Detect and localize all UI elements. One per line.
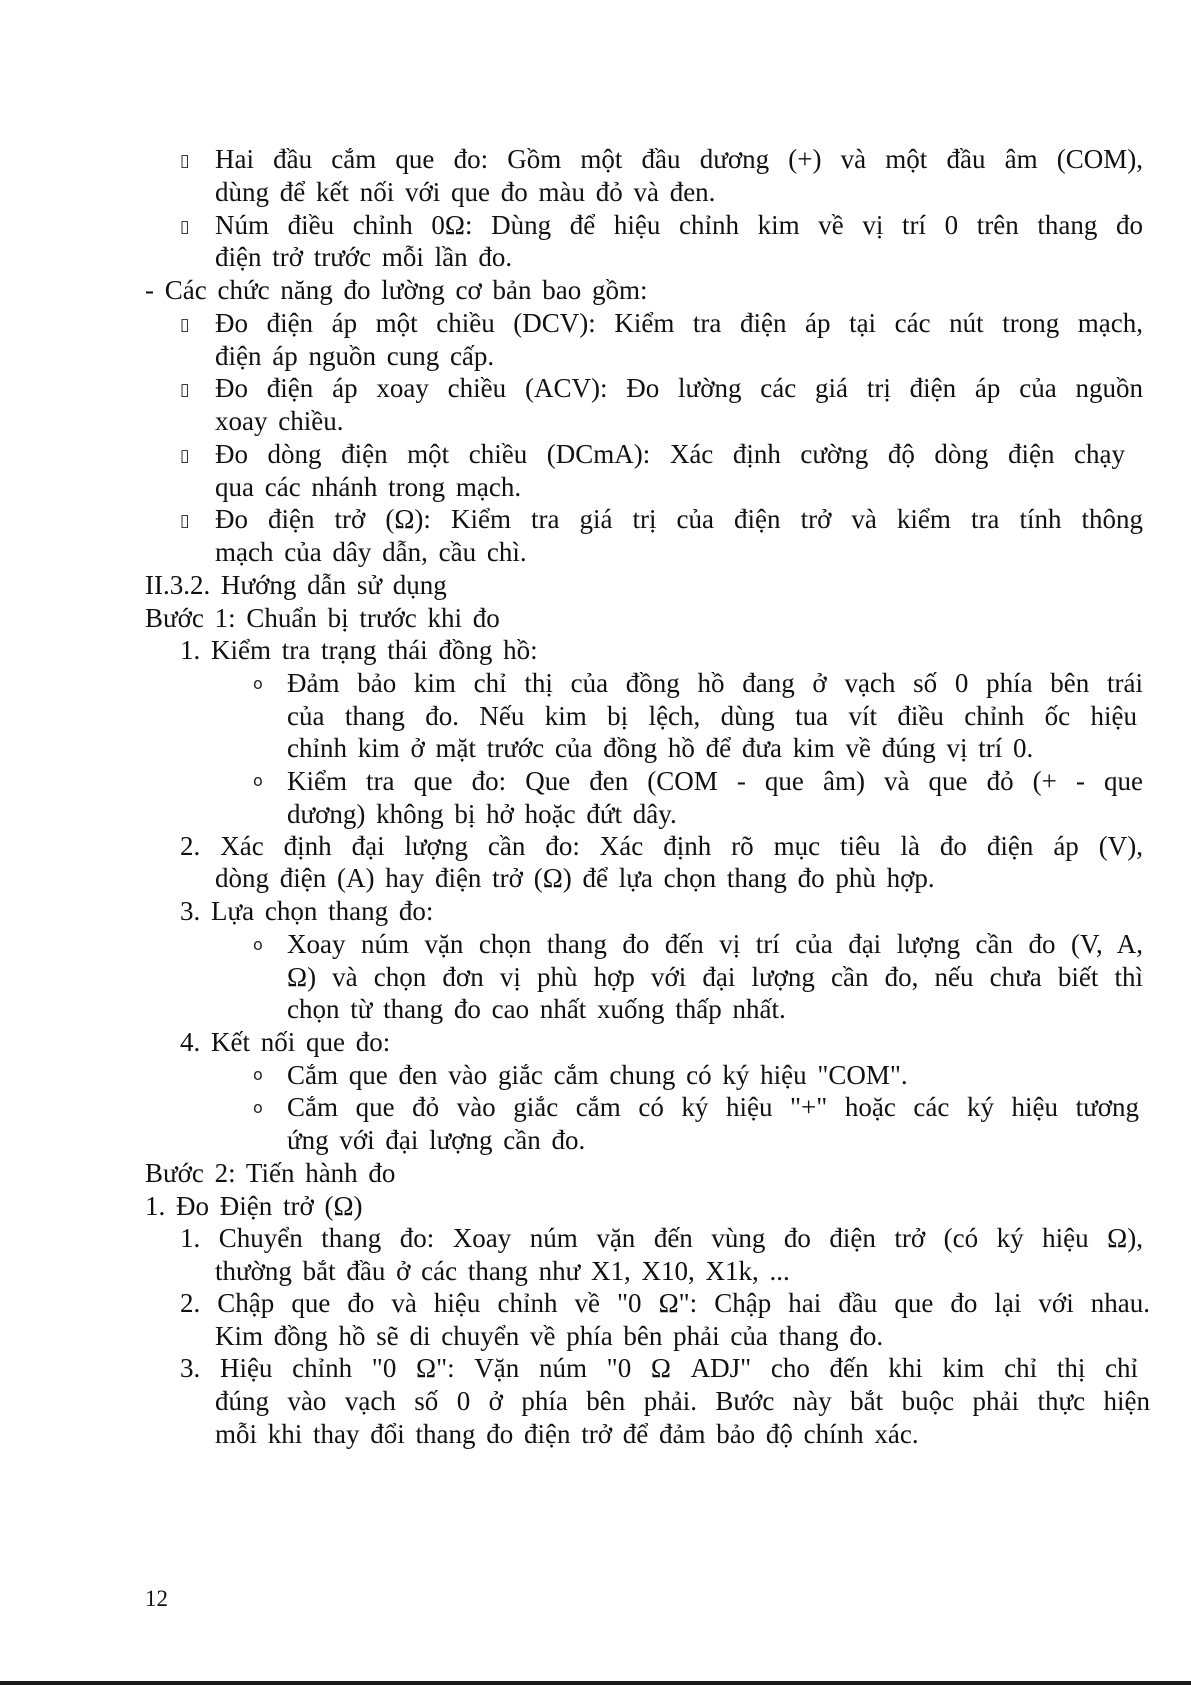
dcv-line-1: Đo điện áp một chiều (DCV): Kiểm tra điện áp tại các nút trong mạch, (215, 308, 1143, 338)
step1-item4-b-line-2: ứng với đại lượng cần đo. (287, 1125, 586, 1155)
square-bullet-icon: ▯ (180, 446, 190, 466)
square-bullet-icon: ▯ (180, 151, 190, 171)
dcv-line-2: điện áp nguồn cung cấp. (215, 341, 495, 371)
step1-item1-a-line-2: của thang đo. Nếu kim bị lệch, dùng tua vít điều chỉnh ốc hiệu (287, 701, 1137, 731)
zero-knob-line-1: Núm điều chỉnh 0Ω: Dùng để hiệu chỉnh kim về vị trí 0 trên thang đo (215, 210, 1143, 240)
square-bullet-icon: ▯ (180, 315, 190, 335)
step2-item3-line-3: mỗi khi thay đổi thang đo điện trở để đảm bảo độ chính xác. (215, 1419, 919, 1449)
circle-bullet-icon: o (253, 1065, 263, 1084)
step2-item3-line-2: đúng vào vạch số 0 ở phía bên phải. Bước này bắt buộc phải thực hiện (215, 1386, 1150, 1416)
step2-item1-line-1: 1. Chuyển thang đo: Xoay núm vặn đến vùng đo điện trở (có ký hiệu Ω), (180, 1223, 1143, 1253)
step1-item1-b-line-1: Kiểm tra que đo: Que đen (COM - que âm) và que đỏ (+ - que (287, 766, 1143, 796)
zero-knob-line-2: điện trở trước mỗi lần đo. (215, 242, 513, 272)
ohm-line-1: Đo điện trở (Ω): Kiểm tra giá trị của điện trở và kiểm tra tính thông (215, 504, 1143, 534)
section-heading: II.3.2. Hướng dẫn sử dụng (145, 570, 447, 600)
functions-intro: - Các chức năng đo lường cơ bản bao gồm: (145, 275, 648, 305)
circle-bullet-icon: o (253, 935, 263, 954)
step1-title: Bước 1: Chuẩn bị trước khi đo (145, 603, 500, 633)
step2-item2-line-2: Kim đồng hồ sẽ di chuyển về phía bên phải của thang đo. (215, 1321, 884, 1351)
step1-item1: 1. Kiểm tra trạng thái đồng hồ: (180, 635, 538, 665)
ohm-line-2: mạch của dây dẫn, cầu chì. (215, 537, 527, 567)
step1-item2-line-1: 2. Xác định đại lượng cần đo: Xác định rõ mục tiêu là đo điện áp (V), (180, 831, 1143, 861)
dcma-line-1: Đo dòng điện một chiều (DCmA): Xác định cường độ dòng điện chạy (215, 439, 1125, 469)
circle-bullet-icon: o (253, 771, 263, 790)
acv-line-1: Đo điện áp xoay chiều (ACV): Đo lường các giá trị điện áp của nguồn (215, 373, 1143, 403)
square-bullet-icon: ▯ (180, 217, 190, 237)
step1-item2-line-2: dòng điện (A) hay điện trở (Ω) để lựa chọn thang đo phù hợp. (215, 863, 935, 893)
step2-item2-line-1: 2. Chập que đo và hiệu chỉnh về "0 Ω": Chập hai đầu que đo lại với nhau. (180, 1288, 1150, 1318)
step2-subheading: 1. Đo Điện trở (Ω) (145, 1191, 363, 1221)
probe-jacks-line-2: dùng để kết nối với que đo màu đỏ và đen. (215, 177, 716, 207)
bottom-rule (0, 1681, 1191, 1685)
page-number: 12 (145, 1586, 168, 1611)
square-bullet-icon: ▯ (180, 511, 190, 531)
square-bullet-icon: ▯ (180, 380, 190, 400)
step1-item1-a-line-1: Đảm bảo kim chỉ thị của đồng hồ đang ở vạch số 0 phía bên trái (287, 668, 1143, 698)
circle-bullet-icon: o (253, 674, 263, 693)
step1-item4-a: Cắm que đen vào giắc cắm chung có ký hiệu "COM". (287, 1060, 908, 1090)
step2-item3-line-1: 3. Hiệu chỉnh "0 Ω": Vặn núm "0 Ω ADJ" cho đến khi kim chỉ thị chỉ (180, 1353, 1138, 1383)
step1-item3-a-line-3: chọn từ thang đo cao nhất xuống thấp nhất. (287, 994, 786, 1024)
dcma-line-2: qua các nhánh trong mạch. (215, 472, 522, 502)
step1-item4-b-line-1: Cắm que đỏ vào giắc cắm có ký hiệu "+" hoặc các ký hiệu tương (287, 1092, 1139, 1122)
acv-line-2: xoay chiều. (215, 406, 344, 436)
step1-item1-a-line-3: chỉnh kim ở mặt trước của đồng hồ để đưa kim về đúng vị trí 0. (287, 733, 1034, 763)
step1-item4: 4. Kết nối que đo: (180, 1027, 391, 1057)
step1-item3: 3. Lựa chọn thang đo: (180, 896, 434, 926)
step2-title: Bước 2: Tiến hành đo (145, 1158, 396, 1188)
step2-item1-line-2: thường bắt đầu ở các thang như X1, X10, X1k, ... (215, 1256, 790, 1286)
step1-item3-a-line-2: Ω) và chọn đơn vị phù hợp với đại lượng cần đo, nếu chưa biết thì (287, 962, 1143, 992)
circle-bullet-icon: o (253, 1098, 263, 1117)
step1-item3-a-line-1: Xoay núm vặn chọn thang đo đến vị trí của đại lượng cần đo (V, A, (287, 929, 1143, 959)
probe-jacks-line-1: Hai đầu cắm que đo: Gồm một đầu dương (+) và một đầu âm (COM), (215, 144, 1143, 174)
step1-item1-b-line-2: dương) không bị hở hoặc đứt dây. (287, 799, 677, 829)
